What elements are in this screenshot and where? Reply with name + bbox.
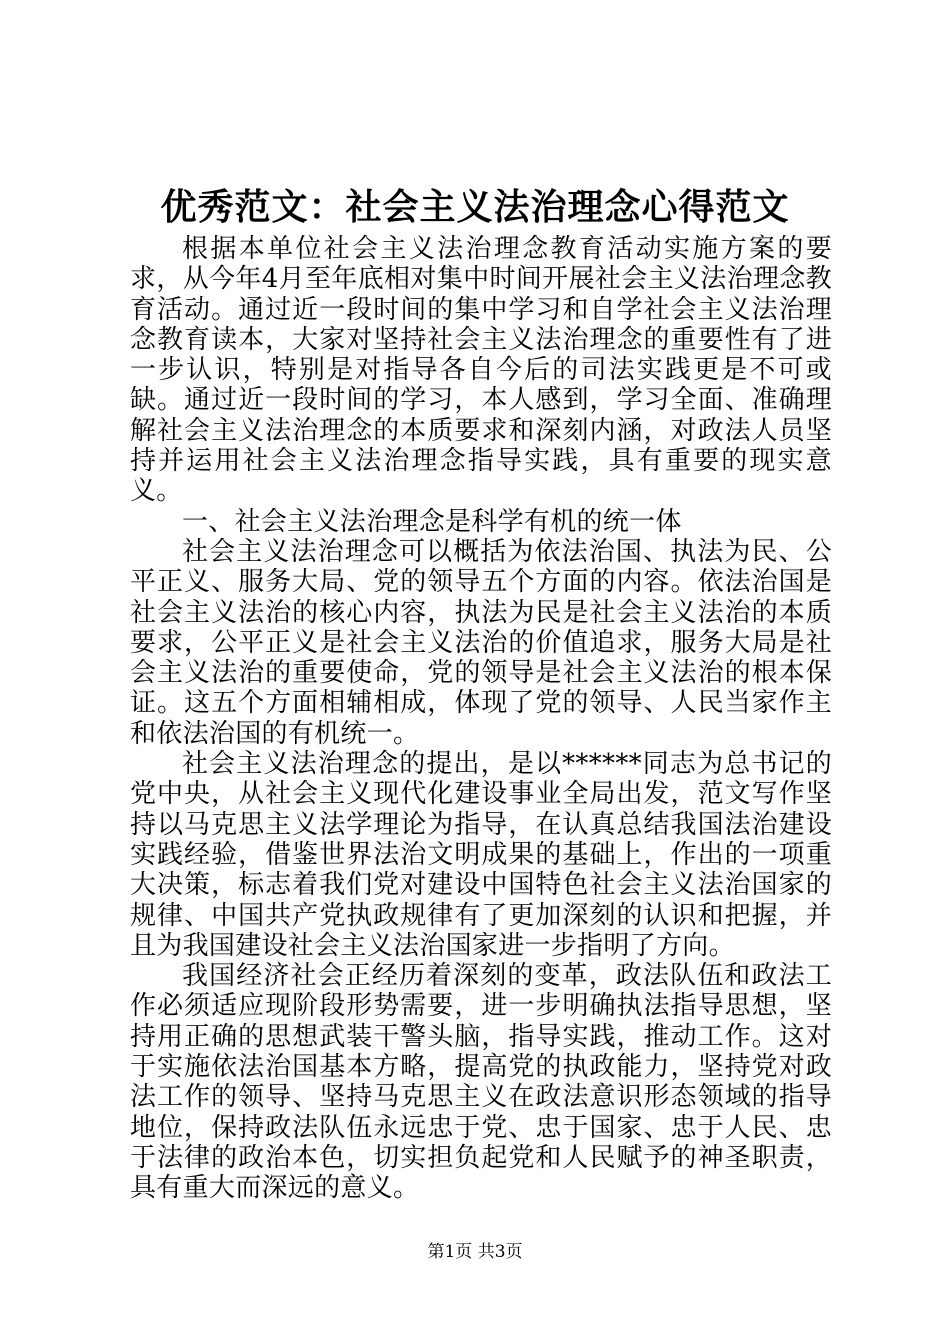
document-title: 优秀范文：社会主义法治理念心得范文 <box>160 187 790 228</box>
paragraph-content: 社会主义法治理念可以概括为依法治国、执法为民、公平正义、服务大局、党的领导五个方面的内容。依法治国是社会主义法治的核心内容，执法为民是社会主义法治的本质要求，公平正义是社会主义法治的价值追求，服务大局是社会主义法治的重要使命，党的领导是社会主义法治的根本保证。这五个方面相辅相成，体现了党的领导、人民当家作主和依法治国的有机统一。 <box>130 536 832 749</box>
section-heading-1: 一、社会主义法治理念是科学有机的统一体 <box>182 506 682 537</box>
page-number-footer: 第1页 共3页 <box>427 1242 523 1262</box>
paragraph-significance: 社会主义法治理念的提出，是以******同志为总书记的党中央，从社会主义现代化建设事业全局出发，范文写作坚持以马克思主义法学理论为指导，在认真总结我国法治建设实践经验，借鉴世界法治文明成果的基础上，作出的一项重大决策，标志着我们党对建设中国特色社会主义法治国家的规律、中国共产党执政规律有了更加深刻的认识和把握，并且为我国建设社会主义法治国家进一步指明了方向。 <box>130 749 832 961</box>
paragraph-reform: 我国经济社会正经历着深刻的变革，政法队伍和政法工作必须适应现阶段形势需要，进一步明确执法指导思想，坚持用正确的思想武装干警头脑，指导实践，推动工作。这对于实施依法治国基本方略，提高党的执政能力，坚持党对政法工作的领导、坚持马克思主义在政法意识形态领域的指导地位，保持政法队伍永远忠于党、忠于国家、忠于人民、忠于法律的政治本色，切实担负起党和人民赋予的神圣职责，具有重大而深远的意义。 <box>130 961 832 1204</box>
document-body <box>130 234 832 1204</box>
paragraph-intro: 根据本单位社会主义法治理念教育活动实施方案的要求，从今年4月至年底相对集中时间开展社会主义法治理念教育活动。通过近一段时间的集中学习和自学社会主义法治理念教育读本，大家对坚持社会主义法治理念的重要性有了进一步认识，特别是对指导各自今后的司法实践更是不可或缺。通过近一段时间的学习，本人感到，学习全面、准确理解社会主义法治理念的本质要求和深刻内涵，对政法人员坚持并运用社会主义法治理念指导实践，具有重要的现实意义。 <box>130 234 832 507</box>
